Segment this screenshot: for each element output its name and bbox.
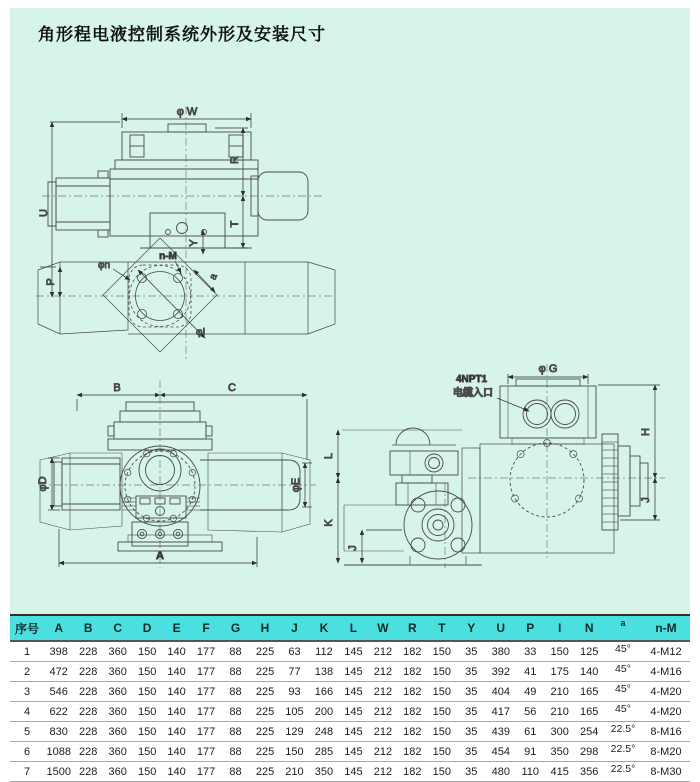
table-cell: 350 bbox=[309, 762, 338, 782]
table-cell: 140 bbox=[162, 641, 191, 662]
dim-label-l: L bbox=[323, 452, 335, 460]
table-cell: 129 bbox=[280, 722, 309, 742]
table-cell: 360 bbox=[103, 662, 132, 682]
table-cell: 4 bbox=[10, 702, 44, 722]
table-cell: 8-M16 bbox=[642, 722, 690, 742]
table-header-L: L bbox=[339, 615, 368, 641]
table-cell: 360 bbox=[103, 641, 132, 662]
table-row bbox=[10, 662, 690, 682]
table-cell: 150 bbox=[545, 641, 574, 662]
table-cell: 177 bbox=[191, 682, 220, 702]
dim-label-b: B bbox=[113, 382, 121, 394]
table-cell: 3 bbox=[10, 682, 44, 702]
table-cell: 35 bbox=[457, 682, 486, 702]
table-row bbox=[10, 702, 690, 722]
dim-label-k: K bbox=[323, 519, 335, 527]
table-cell: 63 bbox=[280, 641, 309, 662]
table-cell: 45° bbox=[604, 702, 642, 722]
table-row bbox=[10, 722, 690, 742]
table-body bbox=[10, 641, 690, 782]
table-cell: 398 bbox=[44, 641, 73, 662]
dim-label-phi-e: φE bbox=[290, 477, 302, 493]
table-cell: 125 bbox=[574, 641, 604, 662]
cable-entry-label-line1: 4NPT1 bbox=[456, 374, 488, 385]
dim-label-h: H bbox=[640, 428, 652, 436]
table-cell: 140 bbox=[162, 682, 191, 702]
table-row bbox=[10, 742, 690, 762]
cable-entry-label-line2: 电缆入口 bbox=[453, 388, 493, 399]
table-cell: 45° bbox=[604, 682, 642, 702]
table-cell: 2 bbox=[10, 662, 44, 682]
table-cell: 88 bbox=[221, 682, 250, 702]
table-cell: 225 bbox=[250, 702, 279, 722]
table-cell: 210 bbox=[280, 762, 309, 782]
dim-label-phi-n: φn bbox=[97, 260, 111, 271]
table-cell: 228 bbox=[73, 702, 102, 722]
table-cell: 110 bbox=[516, 762, 545, 782]
table-cell: 228 bbox=[73, 762, 102, 782]
table-cell: 225 bbox=[250, 682, 279, 702]
table-header-C: C bbox=[103, 615, 132, 641]
table-cell: 212 bbox=[368, 742, 397, 762]
table-cell: 138 bbox=[309, 662, 338, 682]
table-cell: 392 bbox=[486, 662, 515, 682]
table-cell: 212 bbox=[368, 662, 397, 682]
table-cell: 175 bbox=[545, 662, 574, 682]
table-cell: 88 bbox=[221, 662, 250, 682]
table-cell: 33 bbox=[516, 641, 545, 662]
dim-label-phi-w: φ W bbox=[176, 106, 198, 118]
table-cell: 225 bbox=[250, 662, 279, 682]
table-cell: 360 bbox=[103, 722, 132, 742]
table-cell: 6 bbox=[10, 742, 44, 762]
table-header-row bbox=[10, 615, 690, 641]
dim-label-phi-i: φI bbox=[196, 327, 206, 338]
table-cell: 212 bbox=[368, 762, 397, 782]
table-cell: 212 bbox=[368, 702, 397, 722]
table-cell: 177 bbox=[191, 762, 220, 782]
table-cell: 350 bbox=[545, 742, 574, 762]
table-cell: 182 bbox=[398, 662, 427, 682]
table-cell: 546 bbox=[44, 682, 73, 702]
dim-label-t: T bbox=[229, 220, 241, 228]
table-cell: 439 bbox=[486, 722, 515, 742]
table-cell: 35 bbox=[457, 762, 486, 782]
table-header-E: E bbox=[162, 615, 191, 641]
table-cell: 150 bbox=[132, 641, 161, 662]
table-header-U: U bbox=[486, 615, 515, 641]
table-cell: 200 bbox=[309, 702, 338, 722]
table-cell: 140 bbox=[162, 762, 191, 782]
table-cell: 150 bbox=[427, 702, 456, 722]
table-cell: 45° bbox=[604, 641, 642, 662]
table-cell: 415 bbox=[545, 762, 574, 782]
table-header-G: G bbox=[221, 615, 250, 641]
table-cell: 182 bbox=[398, 682, 427, 702]
table-cell: 622 bbox=[44, 702, 73, 722]
table-row bbox=[10, 682, 690, 702]
dim-label-n-m: n-M bbox=[159, 251, 177, 262]
table-cell: 22.5° bbox=[604, 762, 642, 782]
table-cell: 404 bbox=[486, 682, 515, 702]
table-cell: 145 bbox=[339, 762, 368, 782]
table-cell: 228 bbox=[73, 641, 102, 662]
table-cell: 4-M16 bbox=[642, 662, 690, 682]
table-header-D: D bbox=[132, 615, 161, 641]
table-cell: 140 bbox=[162, 722, 191, 742]
table-cell: 45° bbox=[604, 662, 642, 682]
table-cell: 91 bbox=[516, 742, 545, 762]
table-cell: 165 bbox=[574, 702, 604, 722]
table-cell: 356 bbox=[574, 762, 604, 782]
table-cell: 56 bbox=[516, 702, 545, 722]
table-cell: 150 bbox=[427, 762, 456, 782]
dim-label-y: Y bbox=[188, 239, 200, 247]
table-header-K: K bbox=[309, 615, 338, 641]
table-cell: 228 bbox=[73, 722, 102, 742]
table-cell: 88 bbox=[221, 762, 250, 782]
table-cell: 248 bbox=[309, 722, 338, 742]
table-cell: 150 bbox=[132, 742, 161, 762]
table-cell: 300 bbox=[545, 722, 574, 742]
table-cell: 212 bbox=[368, 722, 397, 742]
table-cell: 210 bbox=[545, 682, 574, 702]
dim-label-phi-g: φ G bbox=[538, 363, 558, 375]
dim-label-u: U bbox=[38, 209, 50, 217]
table-cell: 41 bbox=[516, 662, 545, 682]
dim-label-j-left: J bbox=[347, 545, 359, 551]
table-header-N: N bbox=[574, 615, 604, 641]
table-cell: 472 bbox=[44, 662, 73, 682]
side-view bbox=[323, 363, 665, 568]
table-cell: 177 bbox=[191, 641, 220, 662]
table-cell: 454 bbox=[486, 742, 515, 762]
table-cell: 8-M20 bbox=[642, 742, 690, 762]
dim-label-phi-d: φD bbox=[37, 476, 49, 492]
table-cell: 360 bbox=[103, 742, 132, 762]
dim-label-p: P bbox=[45, 278, 57, 286]
table-header-n-M: n-M bbox=[642, 615, 690, 641]
drawing-panel bbox=[10, 8, 690, 614]
table-header-F: F bbox=[191, 615, 220, 641]
table-cell: 35 bbox=[457, 662, 486, 682]
table-cell: 228 bbox=[73, 662, 102, 682]
table-cell: 360 bbox=[103, 682, 132, 702]
table-header-P: P bbox=[516, 615, 545, 641]
table-cell: 150 bbox=[132, 722, 161, 742]
table-cell: 150 bbox=[132, 682, 161, 702]
table-cell: 228 bbox=[73, 742, 102, 762]
table-cell: 177 bbox=[191, 722, 220, 742]
table-cell: 140 bbox=[162, 662, 191, 682]
table-cell: 212 bbox=[368, 682, 397, 702]
table-cell: 145 bbox=[339, 742, 368, 762]
table-header-A: A bbox=[44, 615, 73, 641]
table-cell: 35 bbox=[457, 722, 486, 742]
table-cell: 150 bbox=[132, 762, 161, 782]
top-front-view bbox=[36, 106, 335, 360]
table-header-a: a bbox=[604, 615, 642, 641]
table-cell: 22.5° bbox=[604, 742, 642, 762]
table-row bbox=[10, 641, 690, 662]
table-cell: 88 bbox=[221, 641, 250, 662]
dim-label-c: C bbox=[228, 382, 236, 394]
table-header-I: I bbox=[545, 615, 574, 641]
table-cell: 145 bbox=[339, 662, 368, 682]
bottom-front-view bbox=[37, 380, 316, 568]
table-cell: 4-M12 bbox=[642, 641, 690, 662]
table-cell: 145 bbox=[339, 722, 368, 742]
table-header-R: R bbox=[398, 615, 427, 641]
table-cell: 254 bbox=[574, 722, 604, 742]
dim-label-j-right: J bbox=[640, 497, 652, 503]
table-cell: 298 bbox=[574, 742, 604, 762]
technical-drawings bbox=[10, 8, 690, 614]
table-cell: 166 bbox=[309, 682, 338, 702]
table-cell: 140 bbox=[162, 742, 191, 762]
table-cell: 1088 bbox=[44, 742, 73, 762]
dimension-table bbox=[10, 614, 690, 782]
table-cell: 49 bbox=[516, 682, 545, 702]
table-cell: 182 bbox=[398, 742, 427, 762]
table-cell: 150 bbox=[132, 702, 161, 722]
table-cell: 225 bbox=[250, 742, 279, 762]
table-cell: 77 bbox=[280, 662, 309, 682]
table-header-B: B bbox=[73, 615, 102, 641]
table-header-J: J bbox=[280, 615, 309, 641]
table-cell: 35 bbox=[457, 742, 486, 762]
table-cell: 8-M30 bbox=[642, 762, 690, 782]
dim-label-a-angle: a bbox=[207, 272, 220, 282]
table-cell: 145 bbox=[339, 702, 368, 722]
table-header-H: H bbox=[250, 615, 279, 641]
table-cell: 93 bbox=[280, 682, 309, 702]
table-cell: 61 bbox=[516, 722, 545, 742]
table-header-T: T bbox=[427, 615, 456, 641]
table-cell: 35 bbox=[457, 641, 486, 662]
table-cell: 150 bbox=[427, 662, 456, 682]
table-cell: 360 bbox=[103, 702, 132, 722]
table-cell: 150 bbox=[280, 742, 309, 762]
table-cell: 1500 bbox=[44, 762, 73, 782]
table-cell: 5 bbox=[10, 722, 44, 742]
table-cell: 4-M20 bbox=[642, 702, 690, 722]
table-cell: 145 bbox=[339, 641, 368, 662]
table-cell: 7 bbox=[10, 762, 44, 782]
table-cell: 88 bbox=[221, 722, 250, 742]
table-header-W: W bbox=[368, 615, 397, 641]
table-cell: 285 bbox=[309, 742, 338, 762]
table-cell: 150 bbox=[427, 742, 456, 762]
table-cell: 1 bbox=[10, 641, 44, 662]
table-cell: 182 bbox=[398, 762, 427, 782]
table-cell: 225 bbox=[250, 722, 279, 742]
table-cell: 150 bbox=[427, 641, 456, 662]
table-row bbox=[10, 762, 690, 782]
table-cell: 150 bbox=[427, 682, 456, 702]
table-cell: 360 bbox=[103, 762, 132, 782]
table-cell: 105 bbox=[280, 702, 309, 722]
table-cell: 177 bbox=[191, 742, 220, 762]
table-cell: 22.5° bbox=[604, 722, 642, 742]
table-cell: 830 bbox=[44, 722, 73, 742]
table-cell: 182 bbox=[398, 641, 427, 662]
table-cell: 380 bbox=[486, 641, 515, 662]
table-header-序号: 序号 bbox=[10, 615, 44, 641]
table-cell: 140 bbox=[162, 702, 191, 722]
dim-label-r: R bbox=[229, 156, 241, 164]
table-cell: 4-M20 bbox=[642, 682, 690, 702]
page-title: 角形程电液控制系统外形及安装尺寸 bbox=[38, 25, 326, 44]
table-cell: 225 bbox=[250, 762, 279, 782]
table-cell: 88 bbox=[221, 742, 250, 762]
table-cell: 140 bbox=[574, 662, 604, 682]
table-cell: 182 bbox=[398, 702, 427, 722]
table-cell: 210 bbox=[545, 702, 574, 722]
table-cell: 182 bbox=[398, 722, 427, 742]
table-cell: 225 bbox=[250, 641, 279, 662]
table-cell: 150 bbox=[132, 662, 161, 682]
table-header-Y: Y bbox=[457, 615, 486, 641]
table-cell: 480 bbox=[486, 762, 515, 782]
table-cell: 177 bbox=[191, 662, 220, 682]
table-cell: 150 bbox=[427, 722, 456, 742]
table-cell: 417 bbox=[486, 702, 515, 722]
table-cell: 165 bbox=[574, 682, 604, 702]
table-cell: 212 bbox=[368, 641, 397, 662]
table-cell: 112 bbox=[309, 641, 338, 662]
table-cell: 35 bbox=[457, 702, 486, 722]
table-cell: 177 bbox=[191, 702, 220, 722]
table-cell: 88 bbox=[221, 702, 250, 722]
dim-label-a: A bbox=[156, 550, 164, 562]
table-cell: 228 bbox=[73, 682, 102, 702]
table-cell: 145 bbox=[339, 682, 368, 702]
